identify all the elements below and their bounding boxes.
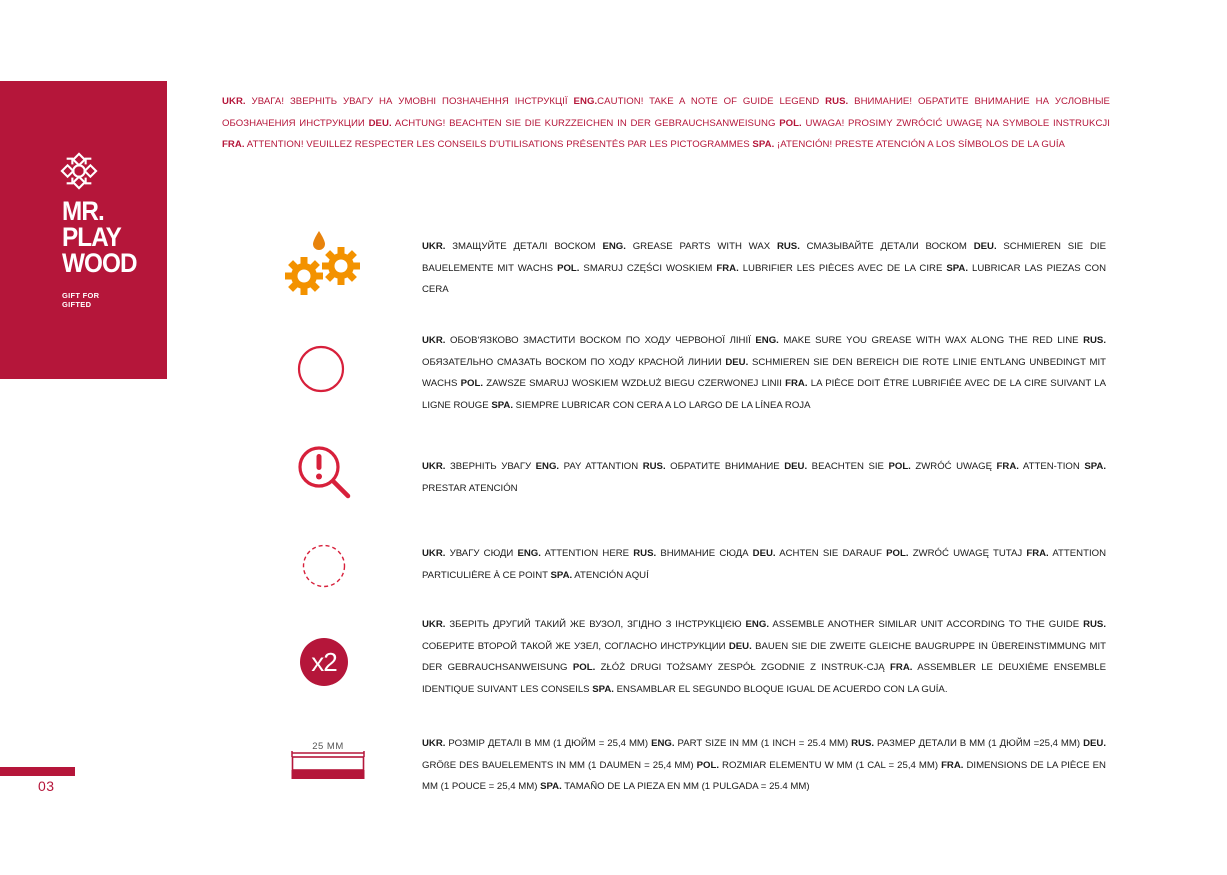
lang-code: SPA.: [491, 399, 513, 411]
lang-code: POL.: [779, 117, 802, 129]
x2-badge-label: x2: [311, 647, 337, 677]
intro-paragraph: [222, 91, 1110, 156]
lang-code: POL.: [886, 548, 909, 559]
lang-code: ENG.: [517, 548, 541, 559]
lang-code: DEU.: [728, 640, 752, 652]
lang-code: RUS.: [851, 738, 875, 749]
legend-segment: ЗМАЩУЙТЕ ДЕТАЛІ ВОСКОМ: [445, 241, 603, 252]
lang-code: DEU.: [368, 117, 392, 129]
lang-code: UKR.: [422, 241, 446, 252]
dashed-circle-icon: [301, 543, 347, 589]
legend-segment: ВНИМАНИЕ СЮДА: [656, 548, 753, 559]
lang-code: POL.: [696, 759, 720, 771]
brand-tagline: GIFT FOR GIFTED: [62, 291, 100, 309]
lang-code: POL.: [572, 662, 596, 673]
lang-code: ENG.: [573, 96, 598, 107]
intro-text: ВНИМАНИЕ! ОБРАТИТЕ ВНИМАНИЕ НА УСЛОВНЫЕ ОБОЗНАЧЕНИЯ ИНСТРУКЦИИ: [222, 96, 1110, 129]
gears-oil-icon: [284, 229, 366, 299]
x2-badge-icon: [300, 638, 348, 686]
lang-code: POL.: [557, 262, 580, 274]
legend-segment: PRESTAR ATENCIÓN: [422, 482, 518, 494]
lang-code: RUS.: [642, 461, 666, 472]
legend-segment: ZWRÓĆ UWAGĘ: [910, 461, 997, 472]
lang-code: DEU.: [784, 461, 808, 472]
legend-text-part-size: [422, 733, 1106, 798]
legend-segment: ZWRÓĆ UWAGĘ TUTAJ: [908, 548, 1027, 559]
legend-segment: SCHMIEREN SIE DEN BEREICH DIE ROTE LINIE ENTLANG UNBEDINGT MIT WACHS: [422, 356, 1106, 389]
lang-code: SPA.: [540, 781, 562, 792]
brand-panel: [0, 81, 167, 379]
legend-segment: GREASE PARTS WITH WAX: [625, 241, 777, 252]
legend-segment: MAKE SURE YOU GREASE WITH WAX ALONG THE RED LINE: [778, 335, 1084, 346]
page-number: 03: [38, 778, 55, 794]
legend-segment: ASSEMBLE ANOTHER SIMILAR UNIT ACCORDING TO THE GUIDE: [769, 619, 1084, 630]
legend-text-assemble-another: [422, 614, 1106, 700]
legend-segment: LA PIÈCE DOIT ÊTRE LUBRIFIÉE AVEC DE LA CIRE SUIVANT LA LIGNE ROUGE: [422, 378, 1106, 411]
lang-code: ENG.: [535, 461, 560, 472]
lang-code: UKR.: [422, 461, 446, 472]
legend-segment: ОБРАТИТЕ ВНИМАНИЕ: [665, 461, 785, 472]
lang-code: UKR.: [222, 96, 246, 107]
legend-segment: BAUEN SIE DIE ZWEITE GLEICHE BAUGRUPPE IN ÜBEREINSTIMMUNG MIT DER GEBRAUCHSANWEISUNG: [422, 640, 1107, 673]
lang-code: DEU.: [973, 241, 997, 252]
lang-code: RUS.: [776, 241, 800, 252]
lang-code: FRA.: [1026, 548, 1049, 559]
lang-code: DEU.: [725, 356, 749, 368]
lang-code: POL.: [888, 461, 911, 472]
legend-segment: ZAWSZE SMARUJ WOSKIEM WZDŁUŻ BIEGU CZERWONEJ LINII: [483, 378, 786, 389]
legend-text-pay-attention: [422, 456, 1106, 499]
intro-text: UWAGA! PROSIMY ZWRÓCIĆ UWAGĘ NA SYMBOLE INSTRUKCJI: [801, 117, 1110, 129]
intro-text: УВАГА! ЗВЕРНІТЬ УВАГУ НА УМОВНІ ПОЗНАЧЕННЯ ІНСТРУКЦІЇ: [245, 96, 574, 107]
legend-segment: LUBRICAR LAS PIEZAS CON CERA: [422, 262, 1107, 295]
legend-segment: ЗВЕРНІТЬ УВАГУ: [445, 461, 536, 472]
legend-text-grease: [422, 236, 1106, 301]
legend-segment: ASSEMBLER LE DEUXIÈME ENSEMBLE IDENTIQUE SUIVANT LES CONSEILS: [422, 662, 1106, 695]
legend-segment: РОЗМІР ДЕТАЛІ В ММ (1 ДЮЙМ = 25,4 ММ): [445, 738, 652, 749]
legend-segment: SCHMIEREN SIE DIE BAUELEMENTE MIT WACHS: [422, 241, 1106, 274]
size-ruler-icon: [290, 751, 366, 781]
lang-code: FRA.: [941, 759, 964, 771]
intro-text: ¡ATENCIÓN! PRESTE ATENCIÓN A LOS SÍMBOLOS DE LA GUÍA: [774, 139, 1066, 150]
lang-code: POL.: [460, 378, 483, 389]
legend-segment: ROZMIAR ELEMENTU W MM (1 CAL = 25,4 MM): [719, 759, 942, 771]
lang-code: ENG.: [602, 241, 626, 252]
legend-segment: LUBRIFIER LES PIÈCES AVEC DE LA CIRE: [738, 262, 947, 274]
legend-text-red-line: [422, 330, 1106, 416]
lang-code: SPA.: [946, 262, 969, 274]
legend-segment: TAMAÑO DE LA PIEZA EN MM (1 PULGADA = 25.4 MM): [561, 781, 810, 792]
red-circle-icon: [296, 344, 346, 394]
legend-segment: PAY ATTANTION: [559, 461, 643, 472]
legend-segment: ЗБЕРІТЬ ДРУГИЙ ТАКИЙ ЖЕ ВУЗОЛ, ЗГІДНО З ІНСТРУКЦІЄЮ: [445, 619, 746, 630]
lang-code: SPA.: [1084, 461, 1106, 472]
legend-segment: СМАЗЫВАЙТЕ ДЕТАЛИ ВОСКОМ: [799, 241, 974, 252]
lang-code: FRA.: [222, 139, 245, 150]
lang-code: ENG.: [755, 335, 779, 346]
legend-segment: ОБОВ'ЯЗКОВО ЗМАСТИТИ ВОСКОМ ПО ХОДУ ЧЕРВОНОЇ ЛІНІЇ: [445, 335, 756, 346]
lang-code: UKR.: [422, 738, 446, 749]
intro-text: ATTENTION! VEUILLEZ RESPECTER LES CONSEILS D'UTILISATIONS PRÉSENTÉS PAR LES PICTOGRAMMES: [244, 139, 753, 150]
legend-segment: УВАГУ СЮДИ: [445, 548, 518, 559]
legend-segment: ATTENTION HERE: [540, 548, 634, 559]
lang-code: RUS.: [825, 96, 849, 107]
size-ruler-label: 25 MM: [312, 741, 344, 752]
lang-code: FRA.: [890, 662, 913, 673]
lang-code: DEU.: [1083, 738, 1106, 749]
lang-code: FRA.: [716, 262, 739, 274]
legend-text-attention-here: [422, 543, 1106, 586]
lang-code: RUS.: [633, 548, 657, 559]
lang-code: UKR.: [422, 548, 446, 559]
legend-segment: ОБЯЗАТЕЛЬНО СМАЗАТЬ ВОСКОМ ПО ХОДУ КРАСНОЙ ЛИНИИ: [422, 356, 726, 368]
legend-segment: ZŁÓŻ DRUGI TOŻSAMY ZESPÓŁ ZGODNIE Z INSTRUK-CJĄ: [595, 662, 891, 673]
lang-code: UKR.: [422, 335, 446, 346]
lang-code: ENG.: [745, 619, 769, 630]
lang-code: FRA.: [996, 461, 1019, 472]
lang-code: FRA.: [785, 378, 808, 389]
legend-segment: BEACHTEN SIE: [807, 461, 889, 472]
legend-segment: ATTENTION PARTICULIÈRE À CE POINT: [422, 548, 1107, 581]
intro-text: CAUTION! TAKE A NOTE OF GUIDE LEGEND: [597, 96, 826, 107]
lang-code: SPA.: [592, 683, 614, 695]
legend-segment: GRÖßE DES BAUELEMENTS IN MM (1 DAUMEN = 25,4 MM): [422, 759, 697, 771]
brand-name: MR. PLAY WOOD: [62, 196, 137, 278]
legend-segment: ATTEN-TION: [1018, 461, 1085, 472]
lang-code: RUS.: [1083, 335, 1106, 346]
lang-code: SPA.: [550, 569, 573, 581]
legend-segment: PART SIZE IN MM (1 INCH = 25.4 MM): [674, 738, 852, 749]
legend-segment: ATENCIÓN AQUÍ: [572, 569, 649, 581]
legend-segment: СОБЕРИТЕ ВТОРОЙ ТАКОЙ ЖЕ УЗЕЛ, СОГЛАСНО ИНСТРУКЦИИ: [422, 640, 729, 652]
lang-code: UKR.: [422, 619, 446, 630]
legend-segment: DIMENSIONS DE LA PIÈCE EN MM (1 POUCE = 25,4 MM): [422, 759, 1106, 792]
magnifier-exclamation-icon: [296, 444, 354, 502]
lang-code: SPA.: [752, 139, 775, 150]
legend-segment: ENSAMBLAR EL SEGUNDO BLOQUE IGUAL DE ACUERDO CON LA GUÍA.: [613, 683, 948, 695]
logo-icon: [60, 152, 98, 190]
legend-segment: ACHTEN SIE DARAUF: [775, 548, 887, 559]
lang-code: RUS.: [1083, 619, 1106, 630]
lang-code: ENG.: [651, 738, 675, 749]
legend-segment: РАЗМЕР ДЕТАЛИ В ММ (1 ДЮЙМ =25,4 ММ): [874, 738, 1084, 749]
lang-code: DEU.: [752, 548, 776, 559]
intro-text: ACHTUNG! BEACHTEN SIE DIE KURZZEICHEN IN DER GEBRAUCHSANWEISUNG: [391, 117, 780, 129]
legend-segment: SMARUJ CZĘŚCI WOSKIEM: [579, 262, 717, 274]
legend-segment: SIEMPRE LUBRICAR CON CERA A LO LARGO DE LA LÍNEA ROJA: [513, 399, 811, 411]
page-number-bar: [0, 767, 75, 776]
